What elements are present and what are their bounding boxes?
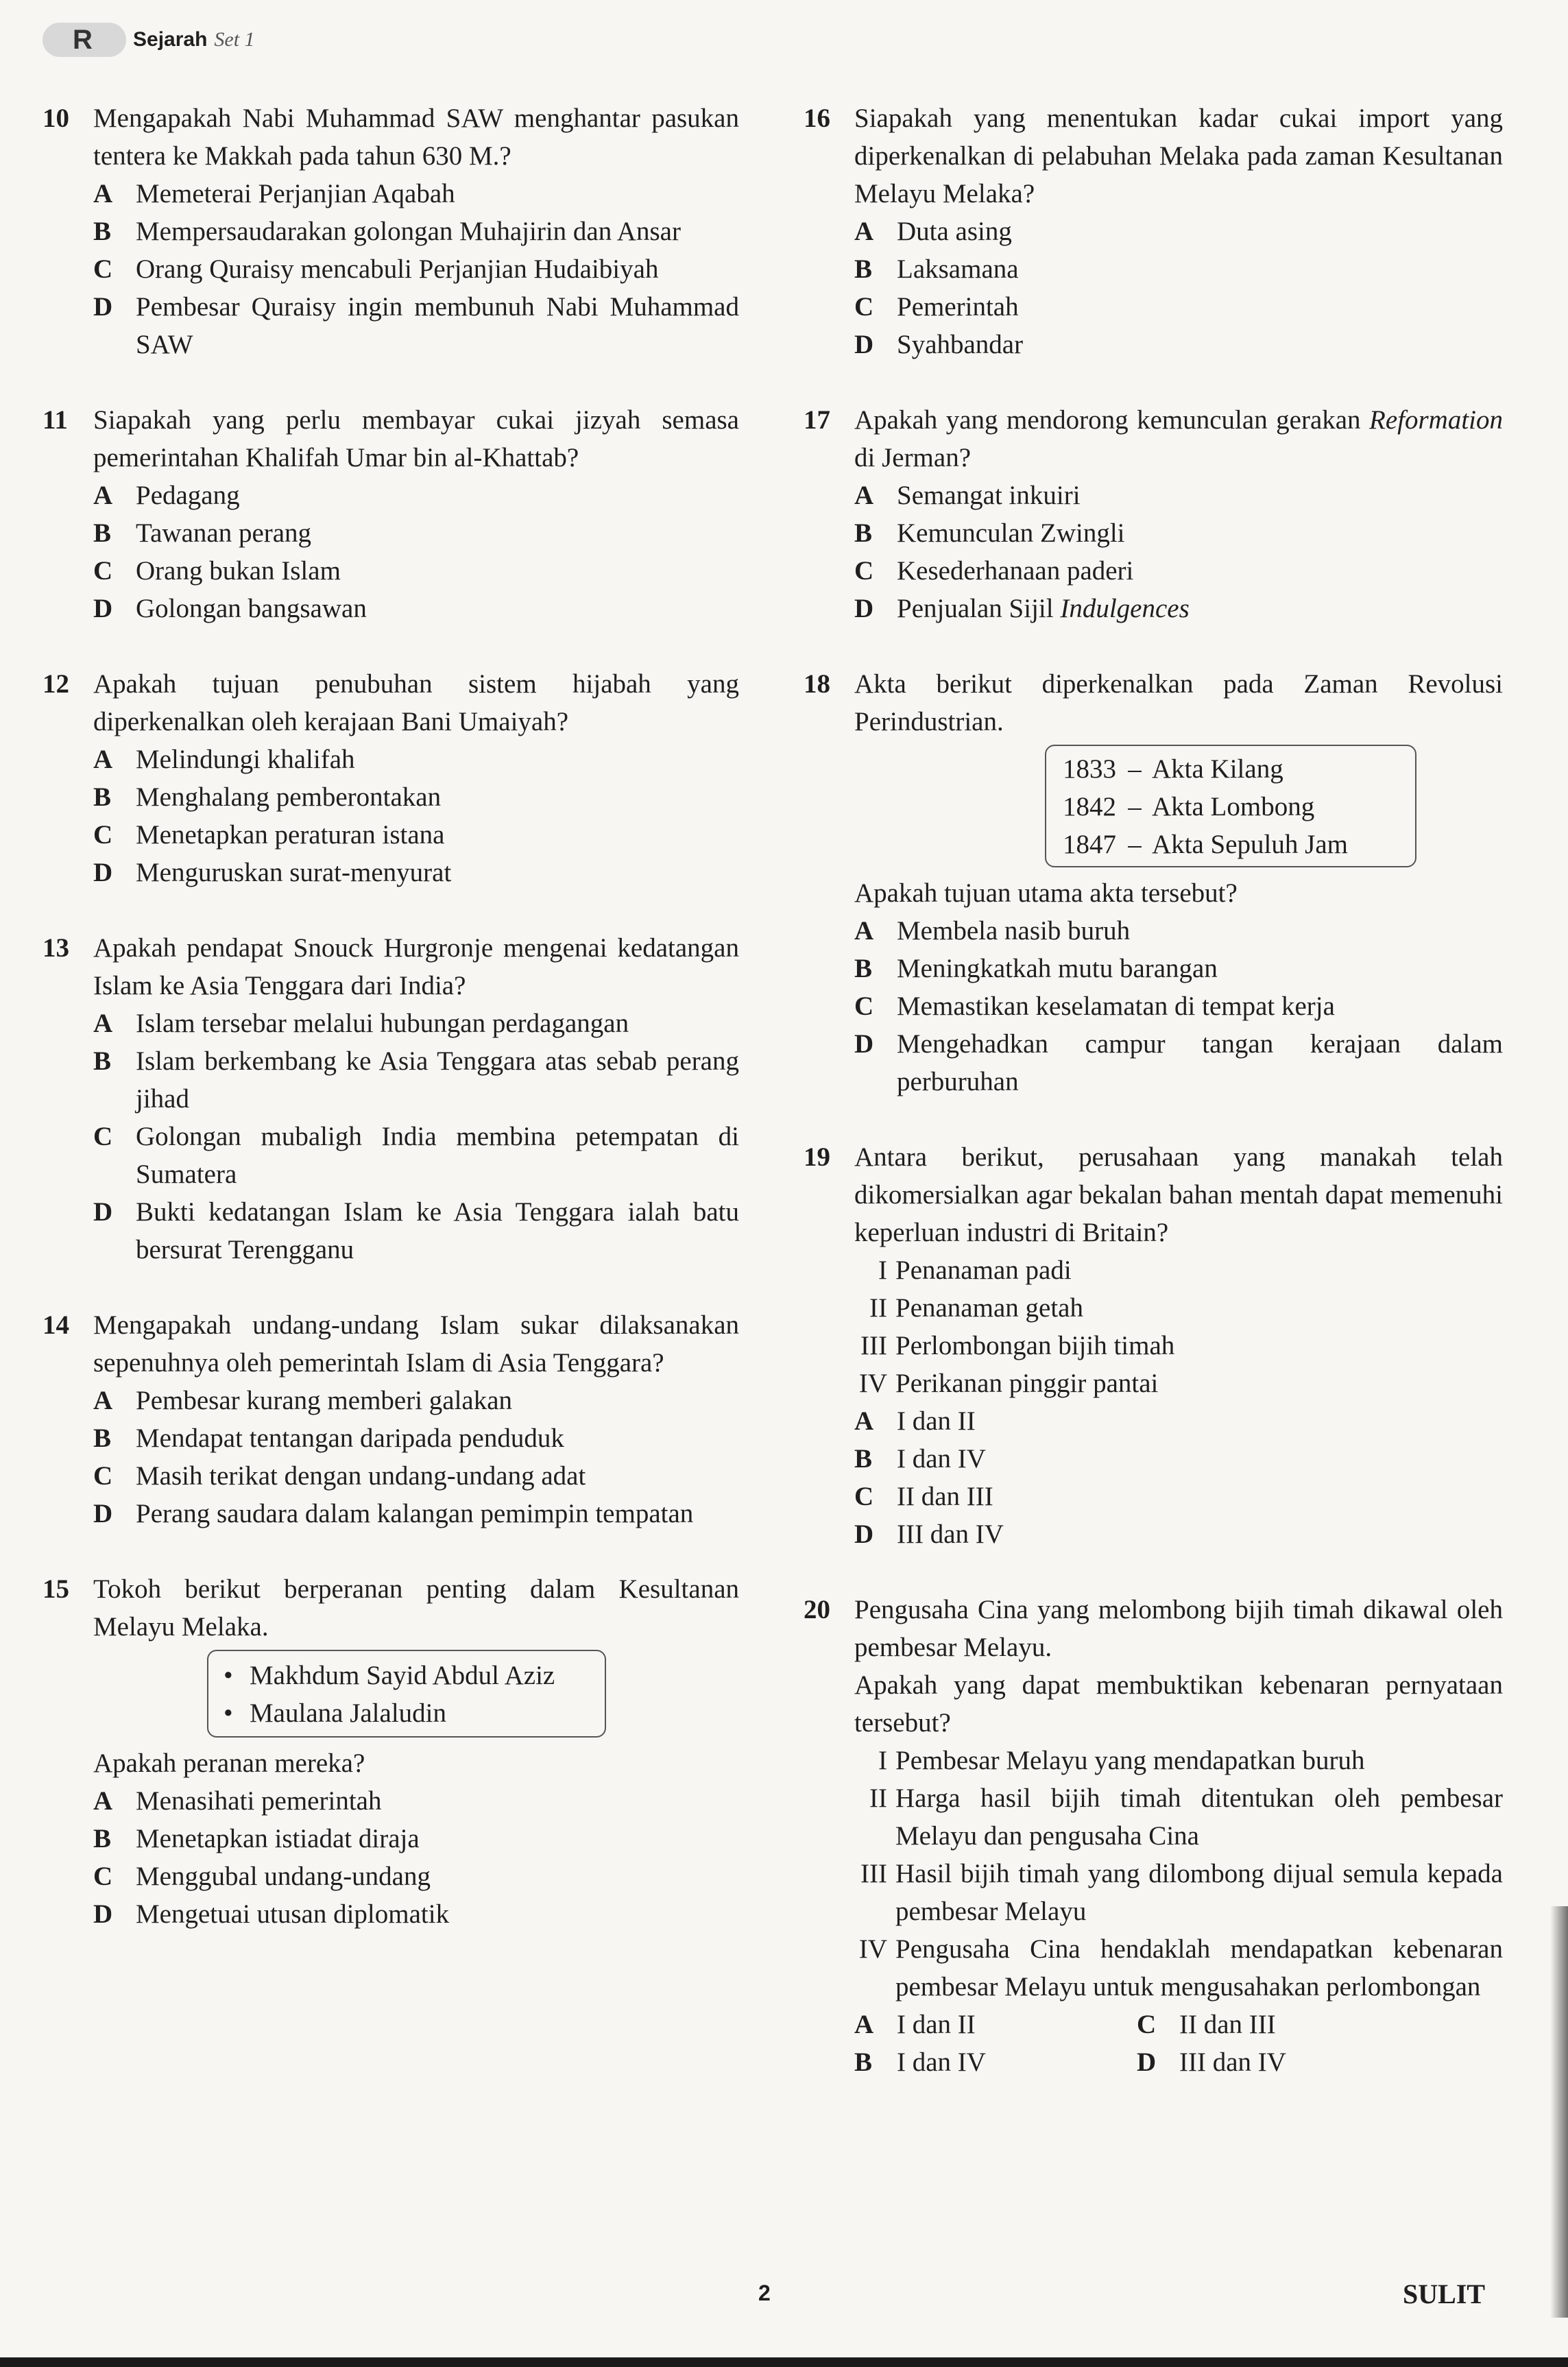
options-grid xyxy=(854,2006,1503,2081)
question-stem: Apakah tujuan penubuhan sistem hijabah yang diperkenalkan oleh kerajaan Bani Umaiyah? xyxy=(93,669,739,736)
right-column xyxy=(804,99,1503,2119)
option-b[interactable]: B Kemunculan Zwingli xyxy=(854,518,1125,548)
act-row: 1847 – Akta Sepuluh Jam xyxy=(1063,830,1348,859)
statement-item: II Harga hasil bijih timah ditentukan oleh pembesar Melayu dan pengusaha Cina xyxy=(869,1783,1503,1851)
option-c[interactable]: C Orang bukan Islam xyxy=(93,556,341,586)
publisher-logo: R xyxy=(43,23,126,57)
option-d[interactable]: D Bukti kedatangan Islam ke Asia Tenggara ialah batu bersurat Terengganu xyxy=(93,1197,739,1264)
option-b[interactable]: B I dan IV xyxy=(854,1444,986,1474)
act-row: 1842 – Akta Lombong xyxy=(1063,792,1315,821)
question-number: 14 xyxy=(43,1310,69,1340)
question-number: 13 xyxy=(43,933,69,963)
option-b[interactable]: B Mempersaudarakan golongan Muhajirin dan Ansar xyxy=(93,217,681,246)
option-d[interactable]: D Golongan bangsawan xyxy=(93,594,367,623)
statement-item: III Perlombongan bijih timah xyxy=(860,1331,1175,1360)
option-c[interactable]: C II dan III xyxy=(854,1482,993,1511)
option-c[interactable]: C Memastikan keselamatan di tempat kerja xyxy=(854,992,1335,1021)
option-d[interactable]: D Mengehadkan campur tangan kerajaan dalam perburuhan xyxy=(854,1029,1503,1096)
question-12 xyxy=(43,665,739,891)
question-stem: Akta berikut diperkenalkan pada Zaman Revolusi Perindustrian. xyxy=(854,669,1503,736)
box-item: • Maulana Jalaludin xyxy=(224,1694,590,1732)
question-number: 16 xyxy=(804,104,830,133)
statement-item: IV Pengusaha Cina hendaklah mendapatkan kebenaran pembesar Melayu untuk mengusahakan perlombongan xyxy=(858,1934,1503,2002)
statement-item: II Penanaman getah xyxy=(869,1293,1083,1323)
question-stem: Apakah yang mendorong kemunculan gerakan Reformation di Jerman? xyxy=(854,405,1503,472)
option-a[interactable]: A Membela nasib buruh xyxy=(854,916,1131,946)
statement-item: IV Perikanan pinggir pantai xyxy=(858,1369,1159,1398)
option-d[interactable]: D Syahbandar xyxy=(854,330,1024,359)
page-number: 2 xyxy=(758,2281,771,2305)
question-stem: Tokoh berikut berperanan penting dalam Kesultanan Melayu Melaka. xyxy=(93,1574,739,1642)
option-a[interactable]: A Islam tersebar melalui hubungan perdagangan xyxy=(93,1009,629,1038)
option-a[interactable]: A Duta asing xyxy=(854,217,1012,246)
question-stem: Siapakah yang perlu membayar cukai jizyah semasa pemerintahan Khalifah Umar bin al-Khattab? xyxy=(93,405,739,472)
bullet: • xyxy=(224,1698,233,1728)
question-number: 20 xyxy=(804,1595,830,1624)
option-d[interactable]: D Menguruskan surat-menyurat xyxy=(93,858,452,887)
option-d[interactable]: D Perang saudara dalam kalangan pemimpin tempatan xyxy=(93,1499,694,1528)
option-c[interactable]: C Golongan mubaligh India membina petempatan di Sumatera xyxy=(93,1122,739,1189)
question-16 xyxy=(804,99,1503,363)
question-number: 17 xyxy=(804,405,830,435)
acts-box xyxy=(1045,745,1416,867)
page-edge-shadow xyxy=(1550,1906,1568,2318)
option-c[interactable]: C II dan III xyxy=(1137,2010,1276,2039)
question-stem: Apakah pendapat Snouck Hurgronje mengenai kedatangan Islam ke Asia Tenggara dari India? xyxy=(93,933,739,1000)
question-11 xyxy=(43,401,739,627)
option-c[interactable]: C Menggubal undang-undang xyxy=(93,1862,431,1891)
question-number: 15 xyxy=(43,1574,69,1604)
option-d[interactable]: D Pembesar Quraisy ingin membunuh Nabi Muhammad SAW xyxy=(93,292,739,359)
question-stem: Mengapakah Nabi Muhammad SAW menghantar pasukan tentera ke Makkah pada tahun 630 M.? xyxy=(93,104,739,171)
option-b[interactable]: B Laksamana xyxy=(854,254,1019,284)
question-prompt: Apakah peranan mereka? xyxy=(93,1749,365,1778)
question-18 xyxy=(804,665,1503,1101)
option-c[interactable]: C Pemerintah xyxy=(854,292,1019,322)
question-17 xyxy=(804,401,1503,627)
bottom-edge xyxy=(0,2357,1568,2367)
option-b[interactable]: B Tawanan perang xyxy=(93,518,312,548)
option-c[interactable]: C Masih terikat dengan undang-undang adat xyxy=(93,1461,586,1491)
question-prompt: Apakah yang dapat membuktikan kebenaran pernyataan tersebut? xyxy=(854,1670,1503,1738)
question-prompt: Apakah tujuan utama akta tersebut? xyxy=(854,878,1238,908)
option-a[interactable]: A Semangat inkuiri xyxy=(854,481,1081,510)
option-c[interactable]: C Orang Quraisy mencabuli Perjanjian Hudaibiyah xyxy=(93,254,659,284)
option-c[interactable]: C Kesederhanaan paderi xyxy=(854,556,1134,586)
option-a[interactable]: A Memeterai Perjanjian Aqabah xyxy=(93,179,455,208)
option-b[interactable]: B Meningkatkah mutu barangan xyxy=(854,954,1218,983)
question-stem: Pengusaha Cina yang melombong bijih timah dikawal oleh pembesar Melayu. xyxy=(854,1595,1503,1662)
option-a[interactable]: A I dan II xyxy=(854,1406,976,1436)
question-15 xyxy=(43,1570,739,1933)
option-a[interactable]: A Pembesar kurang memberi galakan xyxy=(93,1386,513,1415)
option-b[interactable]: B Menghalang pemberontakan xyxy=(93,782,442,812)
page-header xyxy=(43,21,255,59)
statement-item: I Pembesar Melayu yang mendapatkan buruh xyxy=(878,1746,1365,1775)
question-number: 12 xyxy=(43,669,69,699)
question-stem: Mengapakah undang-undang Islam sukar dilaksanakan sepenuhnya oleh pemerintah Islam di Asia Tenggara? xyxy=(93,1310,739,1378)
question-20 xyxy=(804,1591,1503,2081)
question-stem: Antara berikut, perusahaan yang manakah telah dikomersialkan agar bekalan bahan mentah dapat memenuhi keperluan industri di Britain? xyxy=(854,1142,1503,1247)
question-14 xyxy=(43,1306,739,1533)
statement-item: III Hasil bijih timah yang dilombong dijual semula kepada pembesar Melayu xyxy=(860,1859,1503,1926)
question-number: 11 xyxy=(43,405,68,435)
left-column xyxy=(43,99,739,1971)
question-stem: Siapakah yang menentukan kadar cukai import yang diperkenalkan di pelabuhan Melaka pada zaman Kesultanan Melayu Melaka? xyxy=(854,104,1503,208)
option-d[interactable]: D Penjualan Sijil Indulgences xyxy=(854,594,1190,623)
statement-item: I Penanaman padi xyxy=(878,1255,1072,1285)
option-a[interactable]: A Pedagang xyxy=(93,481,240,510)
option-a[interactable]: A Melindungi khalifah xyxy=(93,745,355,774)
option-b[interactable]: B Mendapat tentangan daripada penduduk xyxy=(93,1423,564,1453)
bullet: • xyxy=(224,1661,233,1690)
option-b[interactable]: B I dan IV xyxy=(854,2047,986,2077)
book-set: Set 1 xyxy=(214,28,255,51)
question-19 xyxy=(804,1138,1503,1553)
option-d[interactable]: D III dan IV xyxy=(854,1519,1004,1549)
option-a[interactable]: A I dan II xyxy=(854,2010,976,2039)
question-13 xyxy=(43,929,739,1269)
box-item: • Makhdum Sayid Abdul Aziz xyxy=(224,1657,590,1694)
question-number: 18 xyxy=(804,669,830,699)
option-c[interactable]: C Menetapkan peraturan istana xyxy=(93,820,445,850)
option-d[interactable]: D Mengetuai utusan diplomatik xyxy=(93,1899,450,1929)
book-title: Sejarah xyxy=(133,28,208,51)
option-b[interactable]: B Islam berkembang ke Asia Tenggara atas sebab perang jihad xyxy=(93,1046,739,1114)
option-a[interactable]: A Menasihati pemerintah xyxy=(93,1786,382,1816)
option-d[interactable]: D III dan IV xyxy=(1137,2047,1286,2077)
question-number: 10 xyxy=(43,104,69,133)
question-10 xyxy=(43,99,739,363)
act-row: 1833 – Akta Kilang xyxy=(1063,754,1283,784)
option-b[interactable]: B Menetapkan istiadat diraja xyxy=(93,1824,420,1853)
figures-box xyxy=(207,1650,606,1738)
classification-label: SULIT xyxy=(1403,2279,1486,2309)
question-number: 19 xyxy=(804,1142,830,1172)
